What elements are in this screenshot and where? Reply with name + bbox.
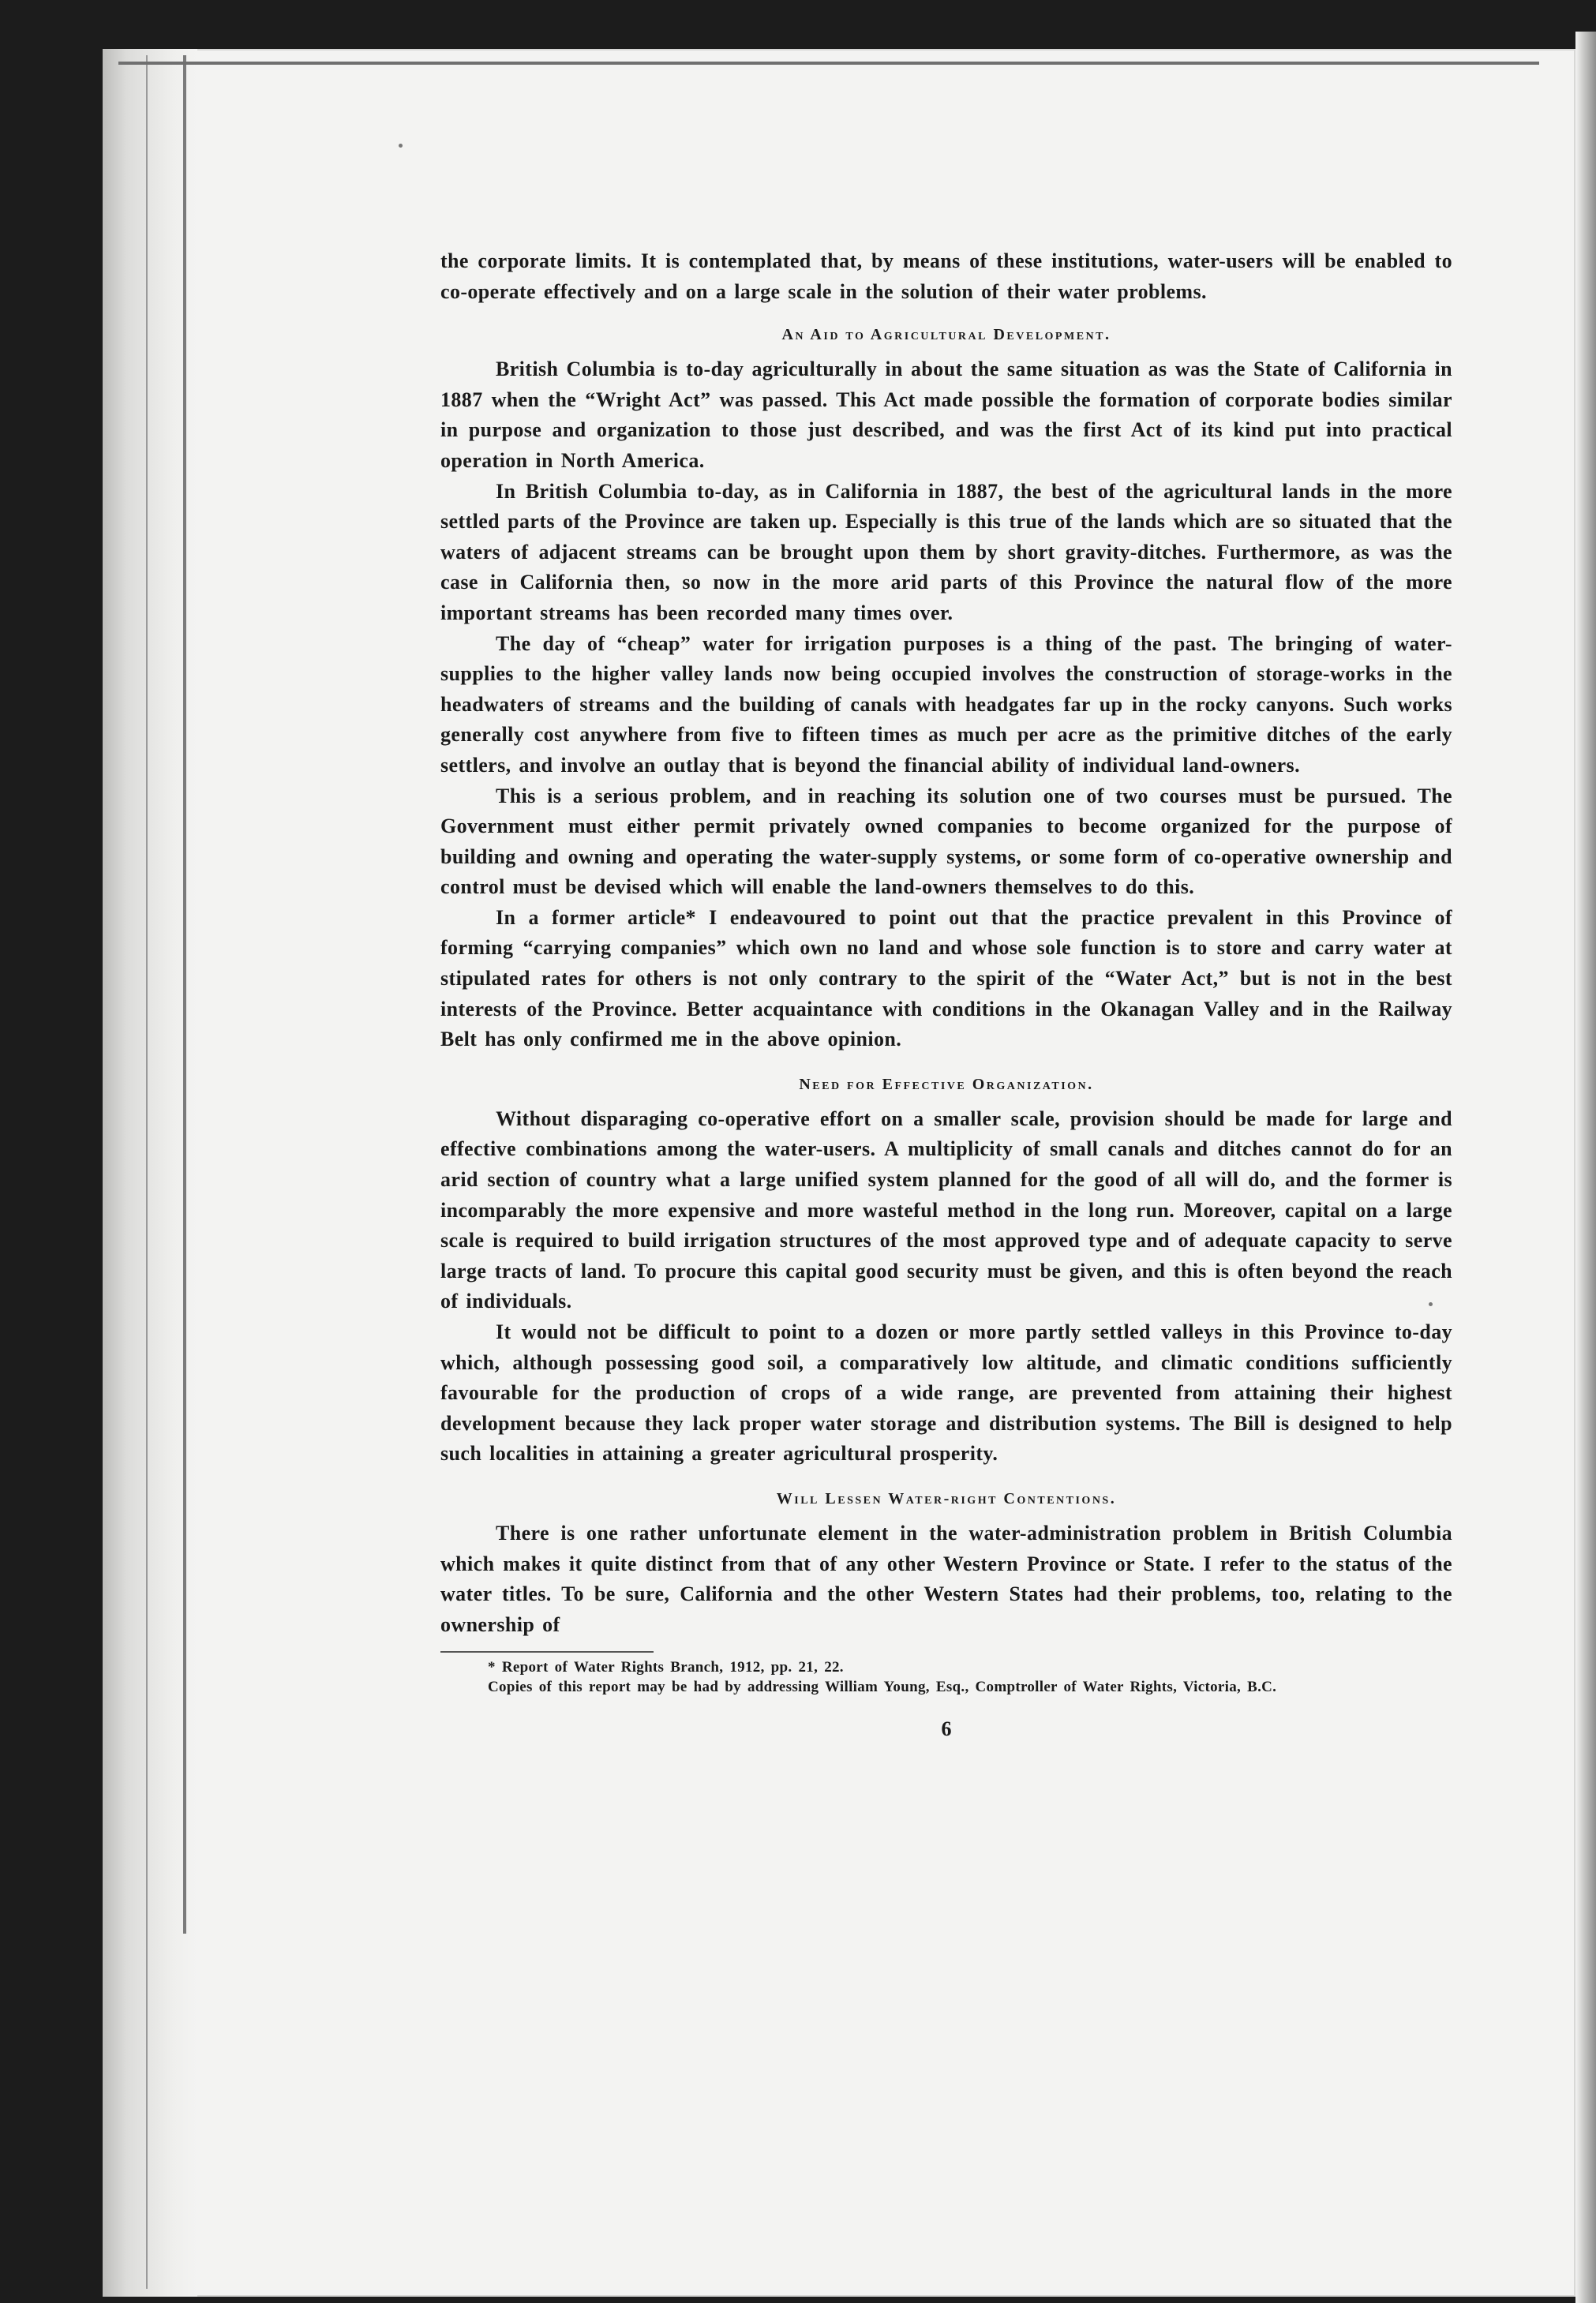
section-heading: Will Lessen Water-right Contentions. xyxy=(776,1489,1117,1507)
scan-border-line xyxy=(118,62,1539,65)
body-paragraph: In a former article* I endeavoured to point out that the practice prevalent in this Province of forming “carrying companies” which own no land and whose sole function is to store and carry water at stipulated rates for others is not only contrary to the spirit of the “Water Act,” but is not in the best interests of the Province. Better acquaintance with conditions in the Okanagan Valley and in the Railway Belt has only confirmed me in the above opinion. xyxy=(440,905,1452,1051)
section-heading: An Aid to Agricultural Development. xyxy=(781,326,1111,344)
page-body xyxy=(440,246,1452,1741)
scan-speck xyxy=(399,144,403,148)
footnote: Copies of this report may be had by addressing William Young, Esq., Comptroller of Water Rights, Victoria, B.C. xyxy=(488,1679,1277,1696)
body-paragraph: This is a serious problem, and in reaching its solution one of two courses must be pursued. The Government must either permit privately owned companies to become organized for the purpose of building and owning and operating the water-supply systems, or some form of co-operative ownership and control must be devised which will enable the land-owners themselves to do this. xyxy=(440,784,1452,899)
section-heading: Need for Effective Organization. xyxy=(799,1075,1094,1093)
footnote-rule xyxy=(440,1651,654,1653)
binding-edge-right xyxy=(1575,32,1596,2303)
intro-paragraph: the corporate limits. It is contemplated that, by means of these institutions, water-users will be enabled to co-operate effectively and on a large scale in the solution of their water problems. xyxy=(440,249,1452,303)
footnote: * Report of Water Rights Branch, 1912, pp. 21, 22. xyxy=(488,1659,844,1676)
body-paragraph: It would not be difficult to point to a dozen or more partly settled valleys in this Province to-day which, although possessing good soil, a comparatively low altitude, and climatic conditions sufficiently favourable for the production of crops of a wide range, are prevented from attaining their highest development because they lack proper water storage and distribution systems. The Bill is designed to help such localities in attaining a greater agricultural prosperity. xyxy=(440,1320,1452,1466)
scan-border-line xyxy=(146,55,148,2289)
page-number: 6 xyxy=(941,1717,952,1741)
body-paragraph: British Columbia is to-day agriculturally in about the same situation as was the State of California in 1887 when the “Wright Act” was passed. This Act made possible the formation of corporate bodies similar in purpose and organization to those just described, and was the first Act of its kind put into practical operation in North America. xyxy=(440,358,1452,472)
scan-border-line xyxy=(183,55,186,1934)
body-paragraph: Without disparaging co-operative effort on a smaller scale, provision should be made for large and effective combinations among the water-users. A multiplicity of small canals and ditches cannot do for an arid section of country what a large unified system planned for the good of all will do, and the former is incomparably the more expensive and more wasteful method in the long run. Moreover, capital on a large scale is required to build irrigation structures of the most approved type and of adequate capacity to serve large tracts of land. To procure this capital good security must be given, and this is often beyond the reach of individuals. xyxy=(440,1107,1452,1313)
body-paragraph: In British Columbia to-day, as in California in 1887, the best of the agricultural lands in the more settled parts of the Province are taken up. Especially is this true of the lands which are so situated that the waters of adjacent streams can be brought upon them by short gravity-ditches. Furthermore, as was the case in California then, so now in the more arid parts of this Province the natural flow of the more important streams has been recorded many times over. xyxy=(440,479,1452,624)
body-paragraph: The day of “cheap” water for irrigation purposes is a thing of the past. The bringing of water-supplies to the higher valley lands now being occupied involves the construction of storage-works in the headwaters of streams and the building of canals with headgates far up in the rocky canyons. Such works generally cost anywhere from five to fifteen times as much per acre as the primitive ditches of the early settlers, and involve an outlay that is beyond the financial ability of individual land-owners. xyxy=(440,631,1452,777)
body-paragraph: There is one rather unfortunate element in the water-administration problem in British Columbia which makes it quite distinct from that of any other Western Province or State. I refer to the status of the water titles. To be sure, California and the other Western States had their problems, too, relating to the ownership of xyxy=(440,1521,1452,1636)
